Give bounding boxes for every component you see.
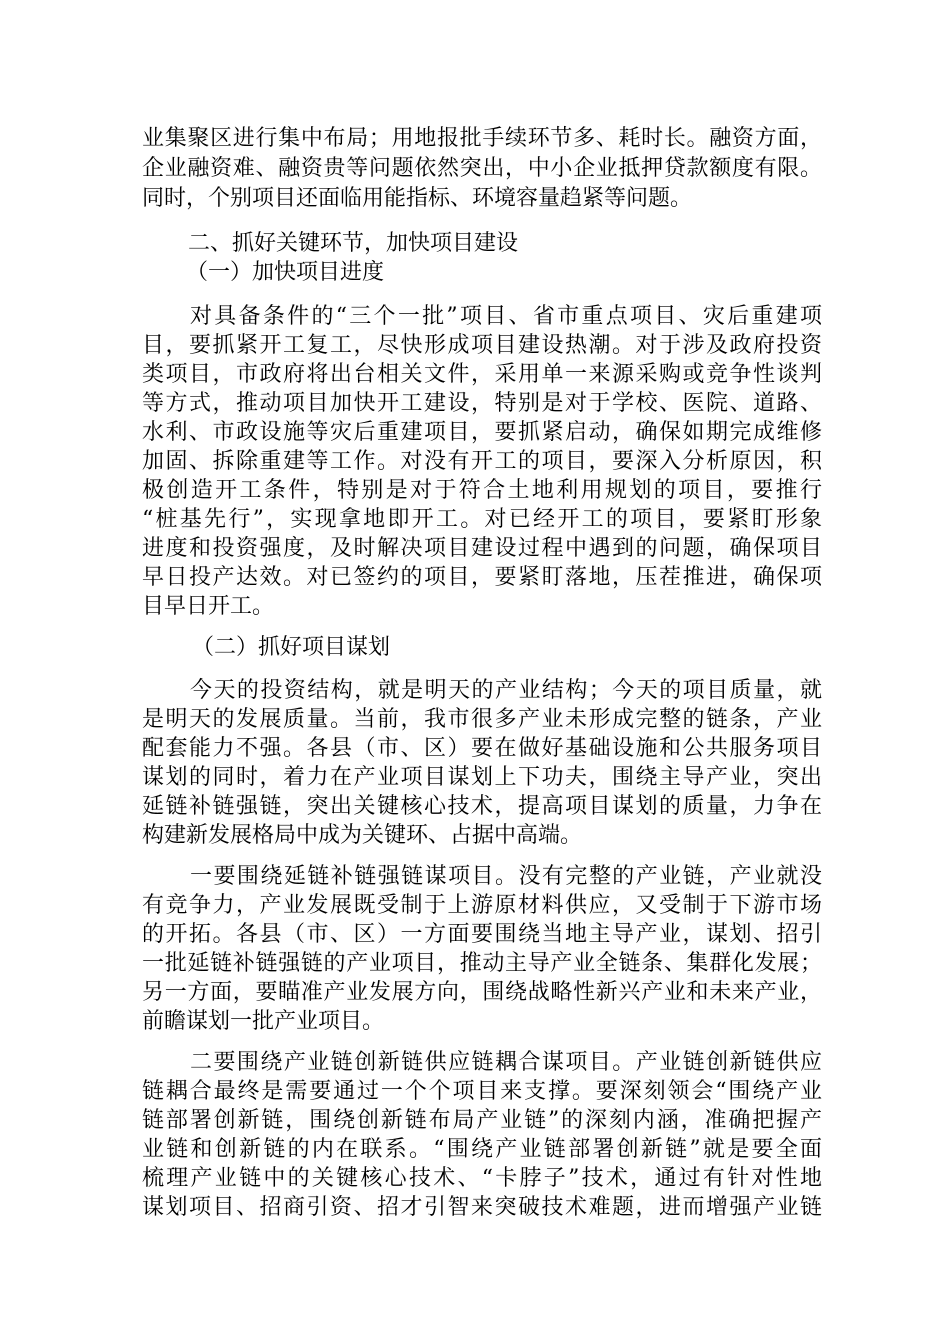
- text-line: “桩基先行”，实现拿地即开工。对已经开工的项目，要紧盯形象: [142, 507, 822, 532]
- text-line: 业集聚区进行集中布局；用地报批手续环节多、耗时长。融资方面，: [142, 126, 822, 151]
- text-line: 进度和投资强度，及时解决项目建设过程中遇到的问题，确保项目: [142, 536, 822, 561]
- text-line: 延链补链强链，突出关键核心技术，提高项目谋划的质量，力争在: [142, 794, 822, 819]
- text-line: 对具备条件的“三个一批”项目、省市重点项目、灾后重建项: [190, 304, 822, 329]
- text-line: 企业融资难、融资贵等问题依然突出，中小企业抵押贷款额度有限。: [142, 156, 822, 181]
- subsection-heading: （一）加快项目进度: [186, 260, 385, 285]
- text-line: 目早日开工。: [142, 594, 275, 619]
- text-line: 链耦合最终是需要通过一个个项目来支撑。要深刻领会“围绕产业: [142, 1079, 822, 1104]
- text-line: 等方式，推动项目加快开工建设，特别是对于学校、医院、道路、: [142, 391, 822, 416]
- text-line: 一要围绕延链补链强链谋项目。没有完整的产业链，产业就没: [190, 864, 822, 889]
- subsection-heading: （二）抓好项目谋划: [192, 635, 391, 660]
- text-line: 目，要抓紧开工复工，尽快形成项目建设热潮。对于涉及政府投资: [142, 333, 822, 358]
- text-line: 同时，个别项目还面临用能指标、环境容量趋紧等问题。: [142, 186, 693, 211]
- text-line: 是明天的发展质量。当前，我市很多产业未形成完整的链条，产业: [142, 707, 822, 732]
- text-line: 一批延链补链强链的产业项目，推动主导产业全链条、集群化发展；: [142, 951, 822, 976]
- text-line: 梳理产业链中的关键核心技术、“卡脖子”技术，通过有针对性地: [142, 1166, 822, 1191]
- text-line: 二要围绕产业链创新链供应链耦合谋项目。产业链创新链供应: [190, 1050, 822, 1075]
- text-line: 今天的投资结构，就是明天的产业结构；今天的项目质量，就: [190, 678, 822, 703]
- text-line: 有竞争力，产业发展既受制于上游原材料供应，又受制于下游市场: [142, 893, 822, 918]
- text-line: 业链和创新链的内在联系。“围绕产业链部署创新链”就是要全面: [142, 1137, 822, 1162]
- text-line: 谋划项目、招商引资、招才引智来突破技术难题，进而增强产业链: [142, 1195, 822, 1220]
- text-line: 类项目，市政府将出台相关文件，采用单一来源采购或竞争性谈判: [142, 362, 822, 387]
- section-heading: 二、抓好关键环节，加快项目建设: [188, 231, 519, 256]
- text-line: 谋划的同时，着力在产业项目谋划上下功夫，围绕主导产业，突出: [142, 765, 822, 790]
- text-line: 前瞻谋划一批产业项目。: [142, 1009, 385, 1034]
- text-line: 早日投产达效。对已签约的项目，要紧盯落地，压茬推进，确保项: [142, 565, 822, 590]
- text-line: 构建新发展格局中成为关键环、占据中高端。: [142, 823, 583, 848]
- text-line: 配套能力不强。各县（市、区）要在做好基础设施和公共服务项目: [142, 736, 822, 761]
- text-line: 水利、市政设施等灾后重建项目，要抓紧启动，确保如期完成维修: [142, 420, 822, 445]
- text-line: 链部署创新链，围绕创新链布局产业链”的深刻内涵，准确把握产: [142, 1108, 822, 1133]
- text-line: 极创造开工条件，特别是对于符合土地利用规划的项目，要推行: [142, 478, 822, 503]
- text-line: 加固、拆除重建等工作。对没有开工的项目，要深入分析原因，积: [142, 449, 822, 474]
- text-line: 另一方面，要瞄准产业发展方向，围绕战略性新兴产业和未来产业，: [142, 980, 822, 1005]
- text-line: 的开拓。各县（市、区）一方面要围绕当地主导产业，谋划、招引: [142, 922, 822, 947]
